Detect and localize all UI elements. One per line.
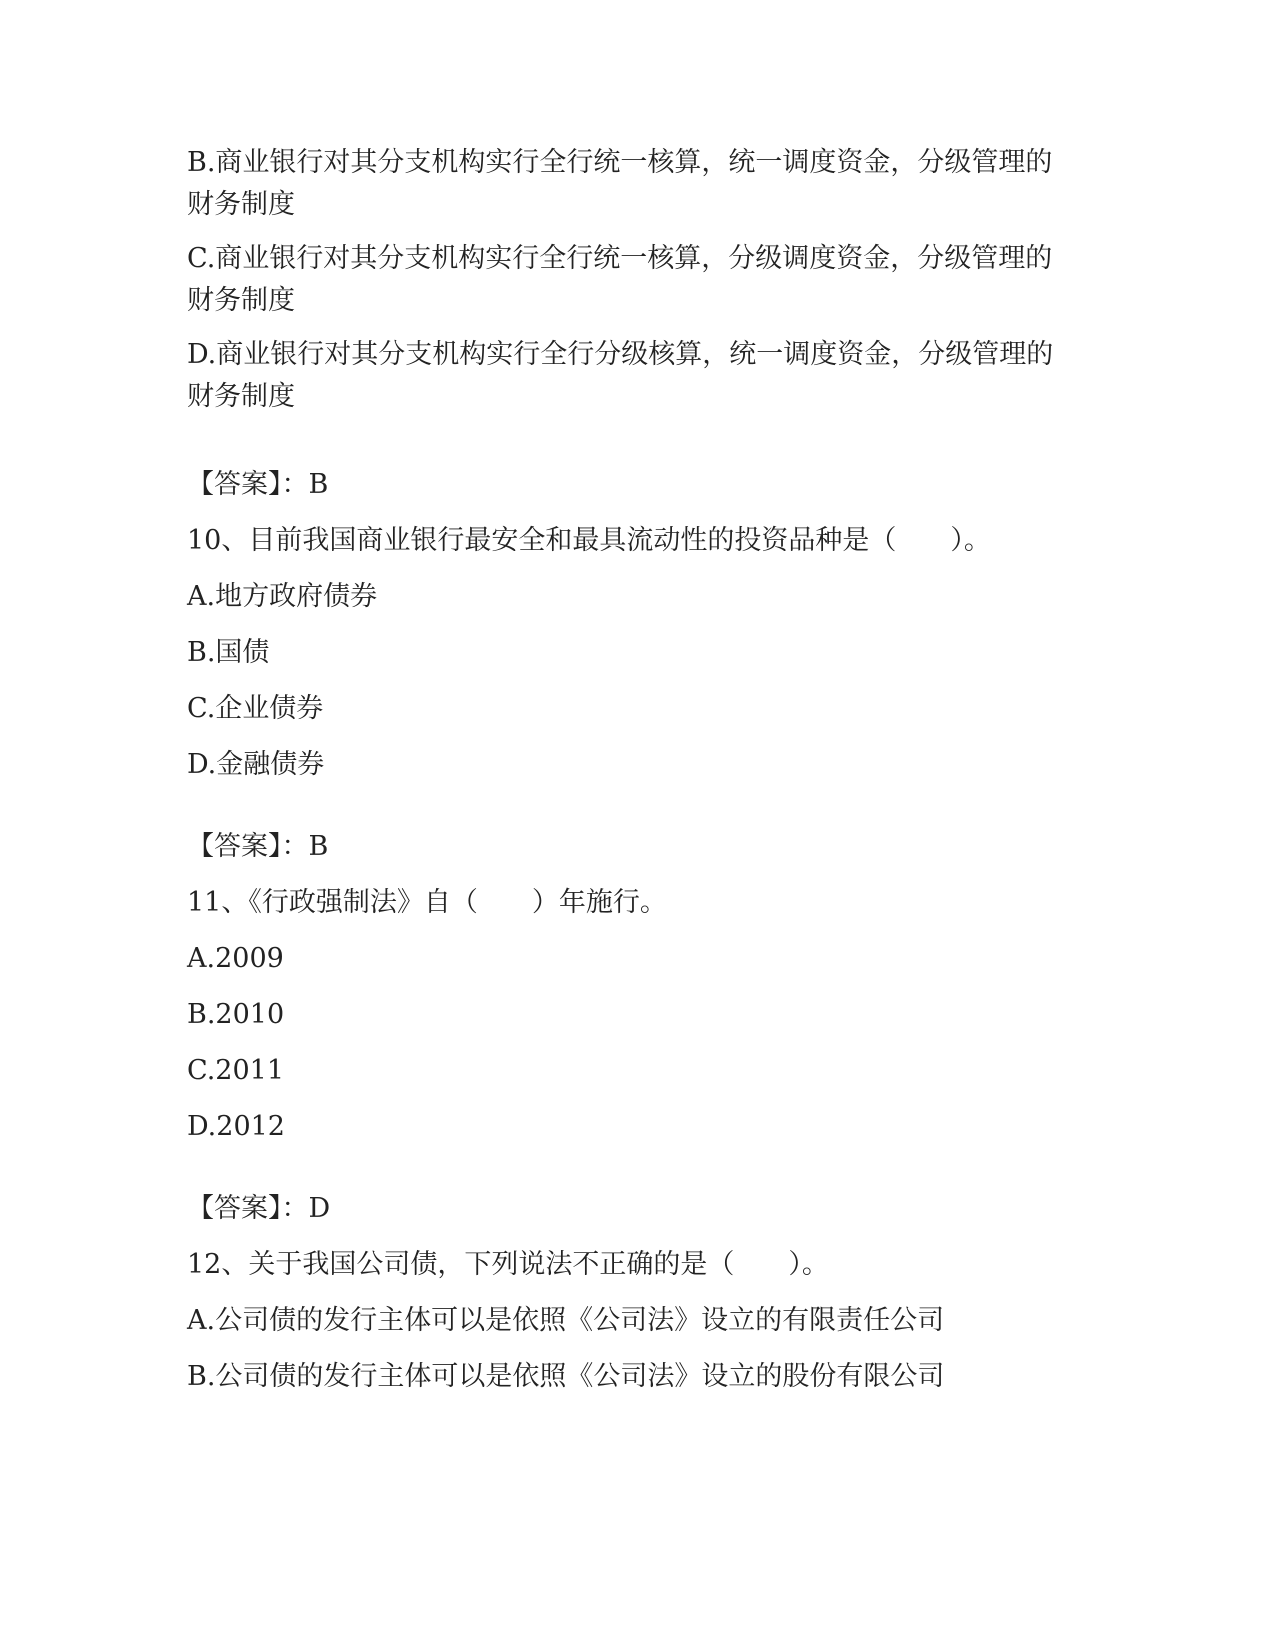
q11-option-c: C.2011 <box>187 1055 284 1086</box>
q10-question: 10、目前我国商业银行最安全和最具流动性的投资品种是（ ）。 <box>187 525 991 556</box>
q9-answer: 【答案】：B <box>187 469 329 500</box>
q11-question: 11、《行政强制法》自（ ）年施行。 <box>187 887 667 918</box>
q12-option-b: B.公司债的发行主体可以是依照《公司法》设立的股份有限公司 <box>187 1361 945 1392</box>
q12-option-a: A.公司债的发行主体可以是依照《公司法》设立的有限责任公司 <box>187 1305 945 1336</box>
q9-option-b: B.商业银行对其分支机构实行全行统一核算，统一调度资金，分级管理的财务制度 <box>187 147 1053 220</box>
q9-option-d: D.商业银行对其分支机构实行全行分级核算，统一调度资金，分级管理的财务制度 <box>187 339 1054 412</box>
q10-option-d: D.金融债券 <box>187 749 325 780</box>
q11-answer: 【答案】：D <box>187 1193 331 1224</box>
q12-question: 12、关于我国公司债，下列说法不正确的是（ ）。 <box>187 1249 829 1280</box>
q11-option-a: A.2009 <box>187 943 284 974</box>
q10-option-c: C.企业债券 <box>187 693 324 724</box>
q10-answer: 【答案】：B <box>187 831 329 862</box>
document-body <box>187 142 1067 1412</box>
q10-option-b: B.国债 <box>187 637 270 668</box>
q10-option-a: A.地方政府债券 <box>187 581 378 612</box>
q11-option-b: B.2010 <box>187 999 285 1030</box>
q11-option-d: D.2012 <box>187 1111 285 1142</box>
q9-option-c: C.商业银行对其分支机构实行全行统一核算，分级调度资金，分级管理的财务制度 <box>187 243 1053 316</box>
